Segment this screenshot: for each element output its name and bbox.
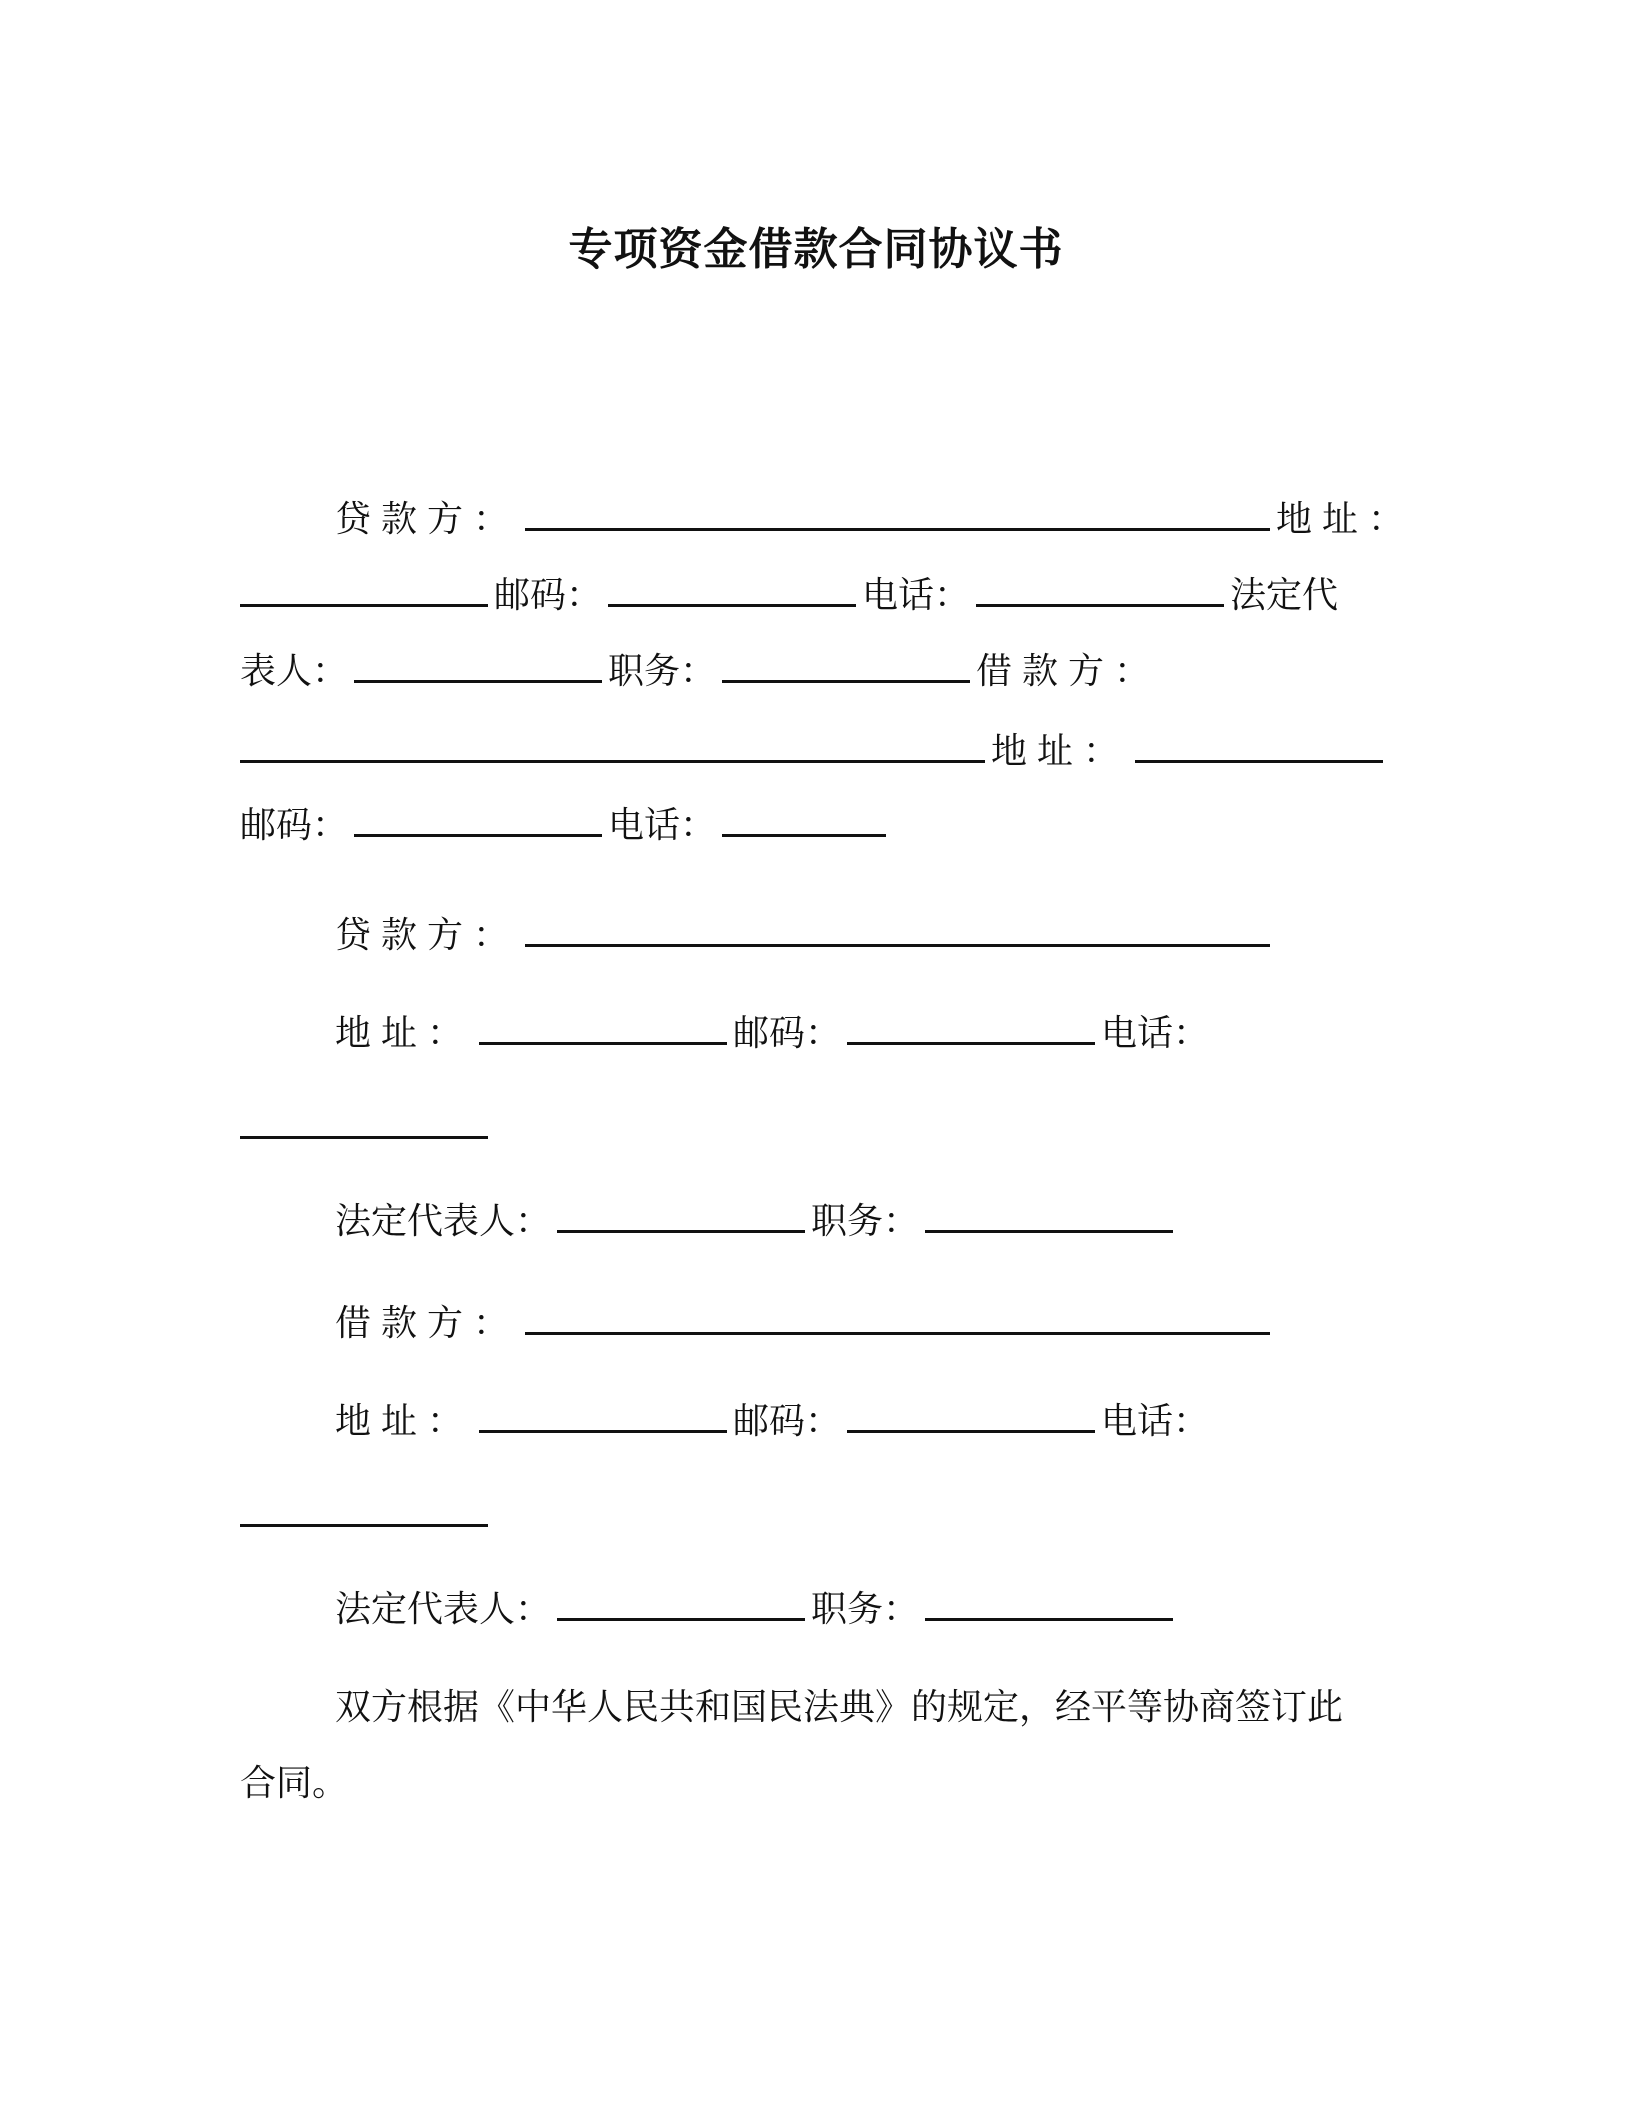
paragraph-1-line-3 <box>240 642 1160 702</box>
address-blank[interactable] <box>1135 724 1383 763</box>
borrower-label: 借款方： <box>335 1303 520 1344</box>
borrower-rep-line <box>335 1580 1179 1640</box>
phone-label: 电话： <box>1101 1401 1210 1442</box>
borrower-blank[interactable] <box>240 724 985 763</box>
lender-phone-line <box>240 1098 494 1158</box>
lender-contact-line <box>335 1004 1209 1064</box>
postcode-blank[interactable] <box>608 568 856 607</box>
position-blank[interactable] <box>722 644 970 683</box>
lender-rep-line <box>335 1192 1179 1252</box>
address-blank[interactable] <box>479 1006 727 1045</box>
lender-blank[interactable] <box>525 908 1270 947</box>
phone-blank[interactable] <box>240 1100 488 1139</box>
closing-line-2: 合同。 <box>240 1763 349 1804</box>
phone-label: 电话： <box>862 575 971 616</box>
postcode-blank[interactable] <box>354 798 602 837</box>
address-blank[interactable] <box>240 568 488 607</box>
paragraph-1-line-1 <box>335 490 1414 550</box>
position-label: 职务： <box>811 1201 920 1242</box>
lender-line <box>335 906 1276 966</box>
borrower-phone-line <box>240 1486 494 1546</box>
address-blank[interactable] <box>479 1394 727 1433</box>
address-label: 地址： <box>335 1013 474 1054</box>
address-label: 地址： <box>991 731 1130 772</box>
phone-blank[interactable] <box>240 1488 488 1527</box>
lender-label: 贷款方： <box>335 915 520 956</box>
legal-rep-blank[interactable] <box>354 644 602 683</box>
phone-label: 电话： <box>608 805 717 846</box>
legal-rep-label-start: 法定代 <box>1230 575 1339 616</box>
postcode-blank[interactable] <box>847 1394 1095 1433</box>
closing-line-1: 双方根据《中华人民共和国民法典》的规定，经平等协商签订此 <box>335 1687 1344 1728</box>
legal-rep-blank[interactable] <box>557 1582 805 1621</box>
postcode-label: 邮码： <box>733 1013 842 1054</box>
paragraph-1-line-4 <box>240 722 1389 782</box>
legal-rep-label-end: 表人： <box>240 651 349 692</box>
legal-rep-blank[interactable] <box>557 1194 805 1233</box>
postcode-label: 邮码： <box>733 1401 842 1442</box>
borrower-blank[interactable] <box>525 1296 1270 1335</box>
postcode-label: 邮码： <box>240 805 349 846</box>
phone-label: 电话： <box>1101 1013 1210 1054</box>
address-label: 地址： <box>335 1401 474 1442</box>
borrower-label: 借款方： <box>976 651 1161 692</box>
postcode-label: 邮码： <box>494 575 603 616</box>
position-blank[interactable] <box>925 1194 1173 1233</box>
position-label: 职务： <box>608 651 717 692</box>
borrower-contact-line <box>335 1392 1209 1452</box>
phone-blank[interactable] <box>976 568 1224 607</box>
postcode-blank[interactable] <box>847 1006 1095 1045</box>
borrower-line <box>335 1294 1276 1354</box>
legal-rep-label: 法定代表人： <box>335 1589 552 1630</box>
lender-blank[interactable] <box>525 492 1270 531</box>
phone-blank[interactable] <box>722 798 886 837</box>
paragraph-1-line-5 <box>240 796 892 856</box>
legal-rep-label: 法定代表人： <box>335 1201 552 1242</box>
position-blank[interactable] <box>925 1582 1173 1621</box>
lender-label: 贷款方： <box>335 499 520 540</box>
paragraph-1-line-2 <box>240 566 1338 626</box>
position-label: 职务： <box>811 1589 920 1630</box>
document-title: 专项资金借款合同协议书 <box>568 224 1064 275</box>
address-label: 地址： <box>1276 499 1415 540</box>
